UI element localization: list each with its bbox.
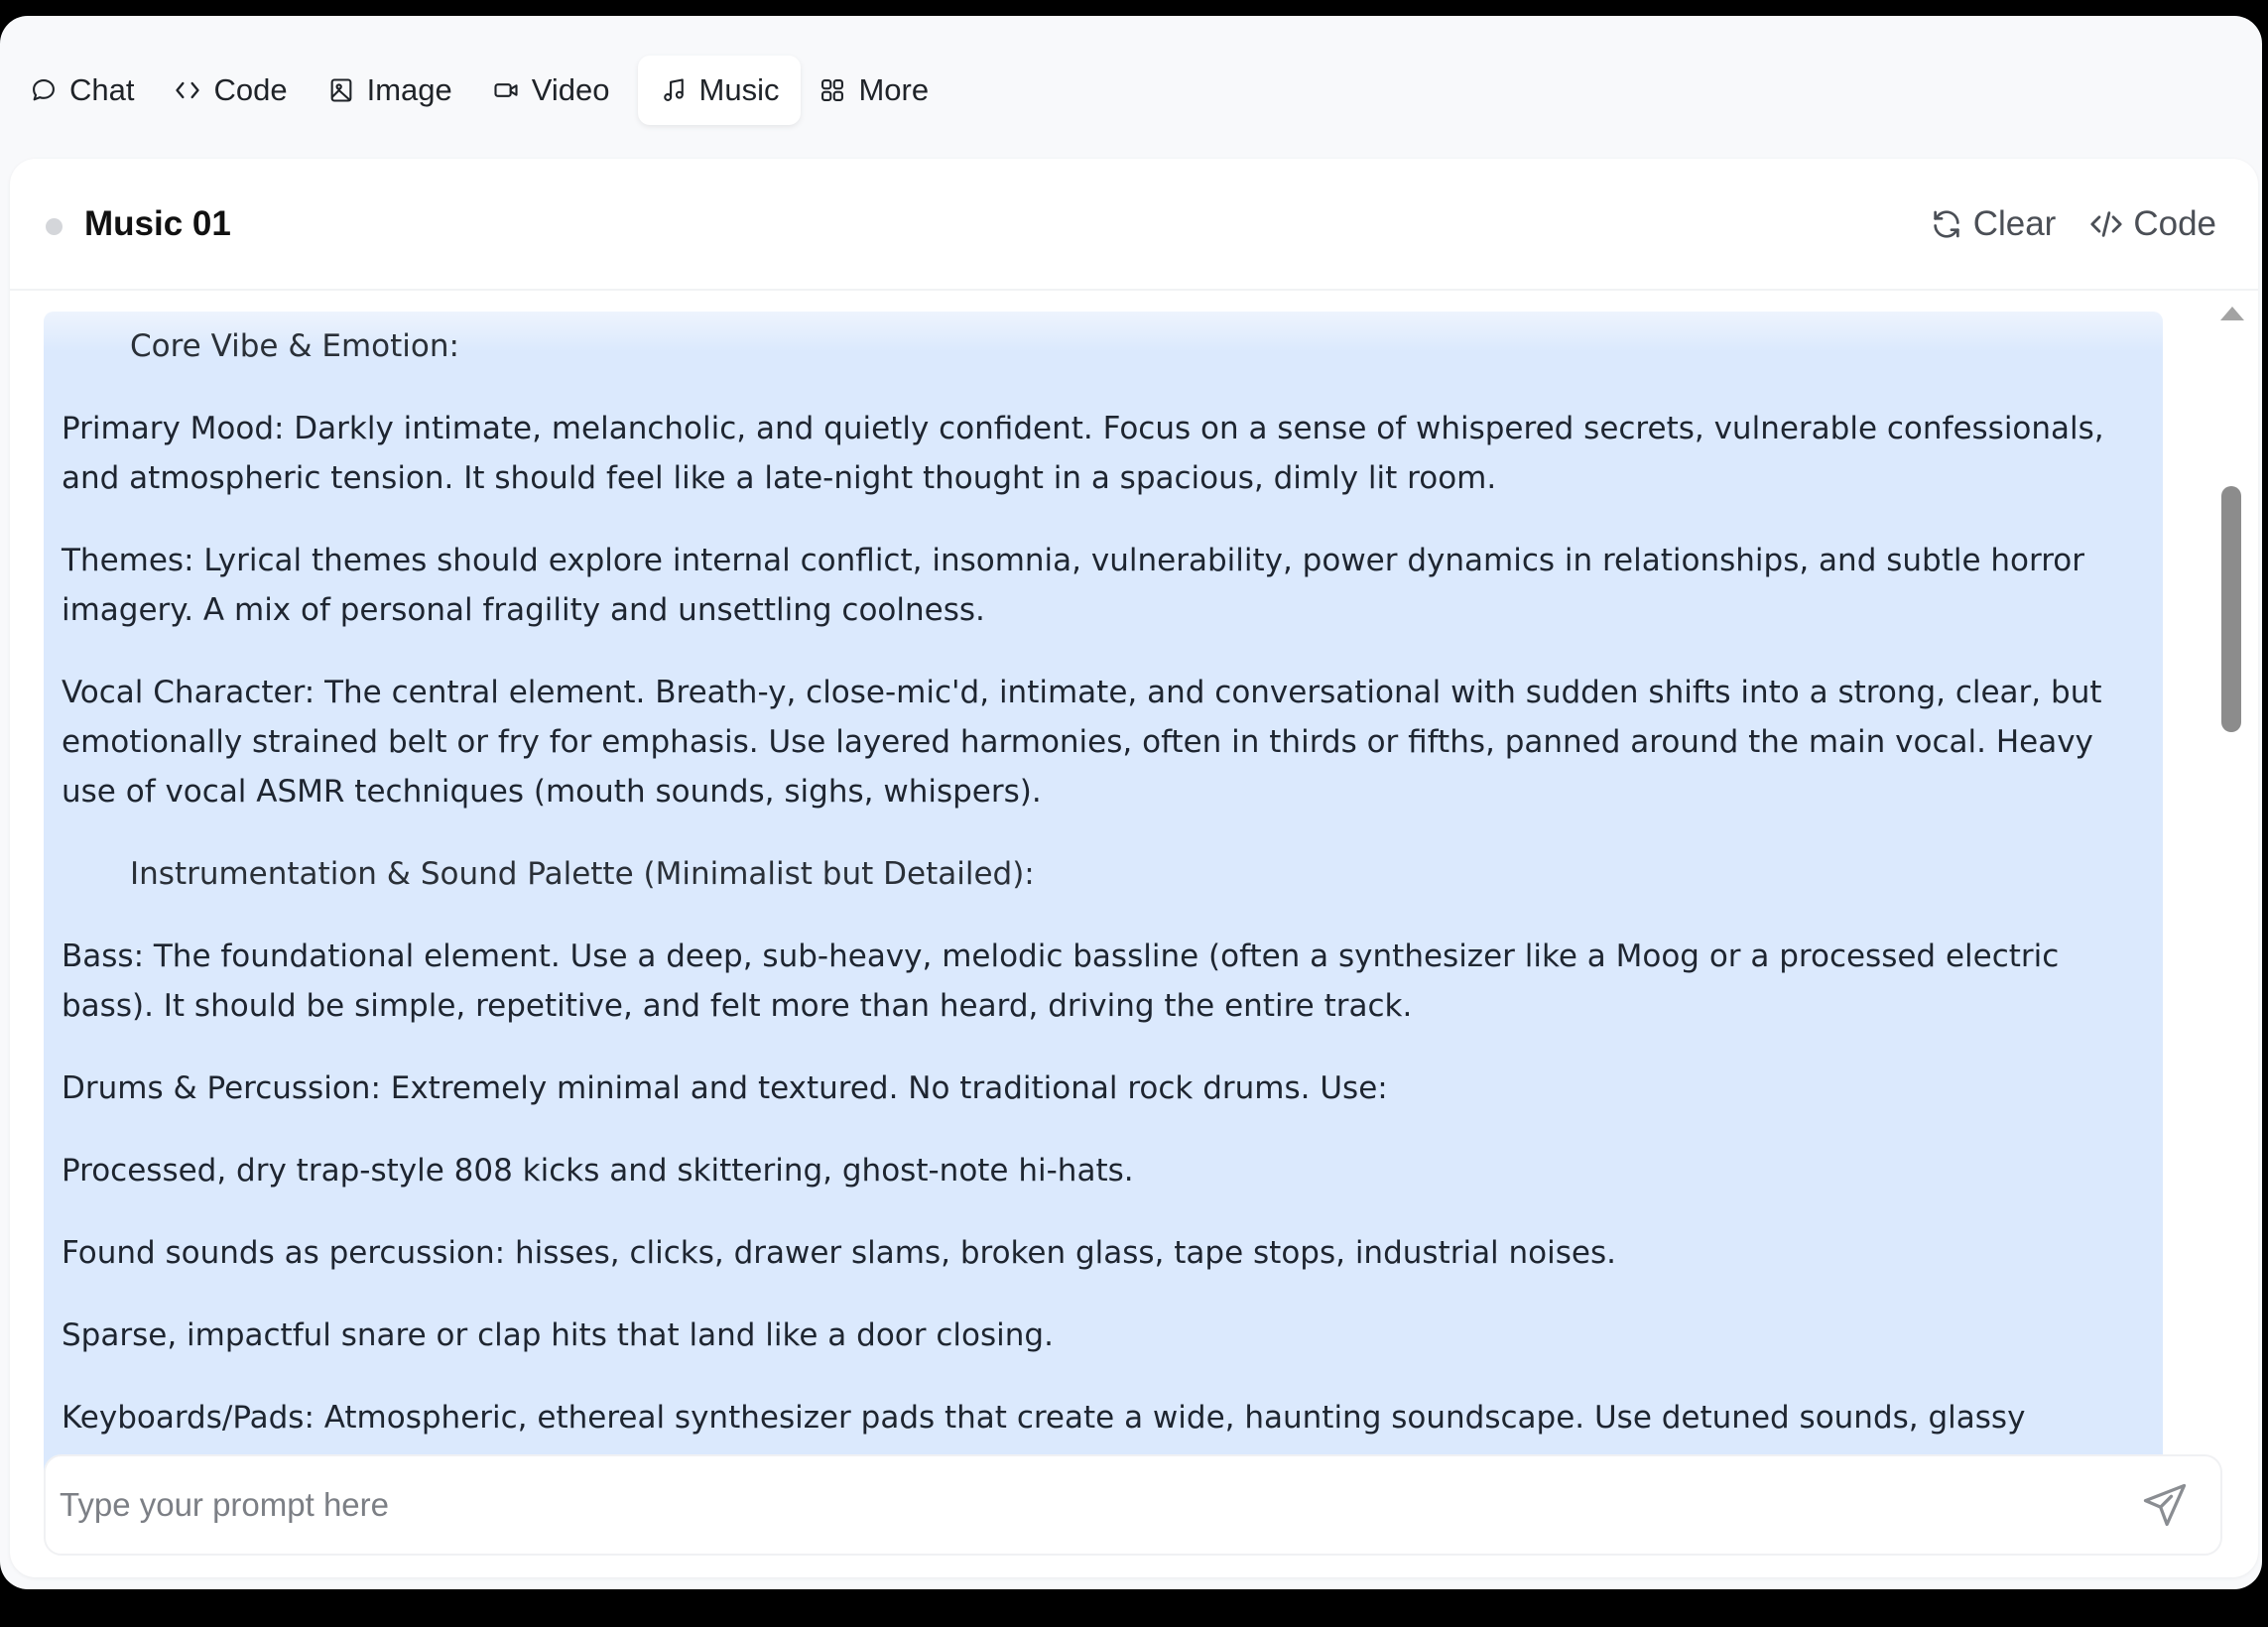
- mode-tabs: [18, 56, 950, 125]
- prompt-input-box: [44, 1454, 2222, 1556]
- image-icon: [327, 76, 355, 104]
- status-dot: [46, 218, 63, 235]
- tab-music[interactable]: [638, 56, 802, 125]
- scrollbar-thumb[interactable]: [2221, 486, 2241, 732]
- code-icon: [2089, 207, 2123, 241]
- clear-button[interactable]: [1930, 204, 2057, 244]
- music-note-icon: [660, 76, 688, 104]
- message-bubble: [44, 312, 2163, 1502]
- tab-chat[interactable]: [18, 56, 156, 125]
- view-code-button[interactable]: [2089, 204, 2216, 244]
- message-paragraph: Themes: Lyrical themes should explore internal conflict, insomnia, vulnerability, power dynamics in relationships, and subtle horror imagery. A mix of personal fragility and unsettling coolness.: [62, 543, 2084, 628]
- message-list[interactable]: [10, 293, 2222, 1436]
- section-heading: Instrumentation & Sound Palette (Minimalist but Detailed):: [130, 856, 1035, 892]
- tab-label: Music: [698, 72, 780, 107]
- message-paragraph: Found sounds as percussion: hisses, clicks, drawer slams, broken glass, tape stops, industrial noises.: [62, 1235, 1616, 1271]
- message-paragraph: Primary Mood: Darkly intimate, melancholic, and quietly confident. Focus on a sense of whispered secrets, vulnerable confessionals, and atmospheric tension. It should feel like a late-night thought in a spacious, dimly lit room.: [62, 411, 2104, 496]
- chat-bubble-icon: [30, 76, 58, 104]
- app-window: [0, 16, 2262, 1589]
- code-brackets-icon: [174, 76, 201, 104]
- code-label: Code: [2133, 203, 2216, 243]
- tab-label: Video: [531, 72, 610, 107]
- section-heading: Core Vibe & Emotion:: [130, 328, 459, 364]
- title-wrap: [46, 204, 231, 244]
- prompt-input[interactable]: [60, 1486, 2139, 1524]
- tab-more[interactable]: [807, 56, 950, 125]
- tab-label: Chat: [69, 72, 135, 107]
- session-title: Music 01: [84, 203, 231, 243]
- tab-label: Code: [213, 72, 288, 107]
- message-paragraph: Vocal Character: The central element. Breath-y, close-mic'd, intimate, and conversational with sudden shifts into a strong, clear, but emotionally strained belt or fry for emphasis. Use layered harmonies, often in thirds or fifths, panned around the main vocal. Heavy use of vocal ASMR techniques (mouth sounds, sighs, whispers).: [62, 675, 2102, 810]
- tab-label: More: [858, 72, 930, 107]
- send-icon[interactable]: [2139, 1479, 2191, 1531]
- session-header: [10, 159, 2258, 291]
- music-session-card: [10, 159, 2258, 1577]
- message-paragraph: Drums & Percussion: Extremely minimal and textured. No traditional rock drums. Use:: [62, 1070, 1388, 1106]
- tab-video[interactable]: [480, 56, 632, 125]
- message-paragraph: Bass: The foundational element. Use a deep, sub-heavy, melodic bassline (often a synthesizer like a Moog or a processed electric bass). It should be simple, repetitive, and felt more than heard, driving the entire track.: [62, 939, 2060, 1024]
- header-actions: [1930, 204, 2216, 244]
- refresh-icon: [1930, 207, 1963, 241]
- grid-icon: [819, 76, 846, 104]
- tab-image[interactable]: [315, 56, 474, 125]
- scroll-up-arrow-icon[interactable]: [2220, 307, 2244, 320]
- message-paragraph: Sparse, impactful snare or clap hits that land like a door closing.: [62, 1317, 1054, 1353]
- message-paragraph: Processed, dry trap-style 808 kicks and skittering, ghost-note hi-hats.: [62, 1153, 1134, 1189]
- video-camera-icon: [492, 76, 520, 104]
- tab-label: Image: [366, 72, 452, 107]
- message-paragraph: Keyboards/Pads: Atmospheric, ethereal synthesizer pads that create a wide, haunting soundscape. Use detuned sounds, glassy: [62, 1400, 2026, 1436]
- clear-label: Clear: [1972, 203, 2057, 243]
- scrollbar[interactable]: [2216, 293, 2244, 1404]
- tab-code[interactable]: [162, 56, 309, 125]
